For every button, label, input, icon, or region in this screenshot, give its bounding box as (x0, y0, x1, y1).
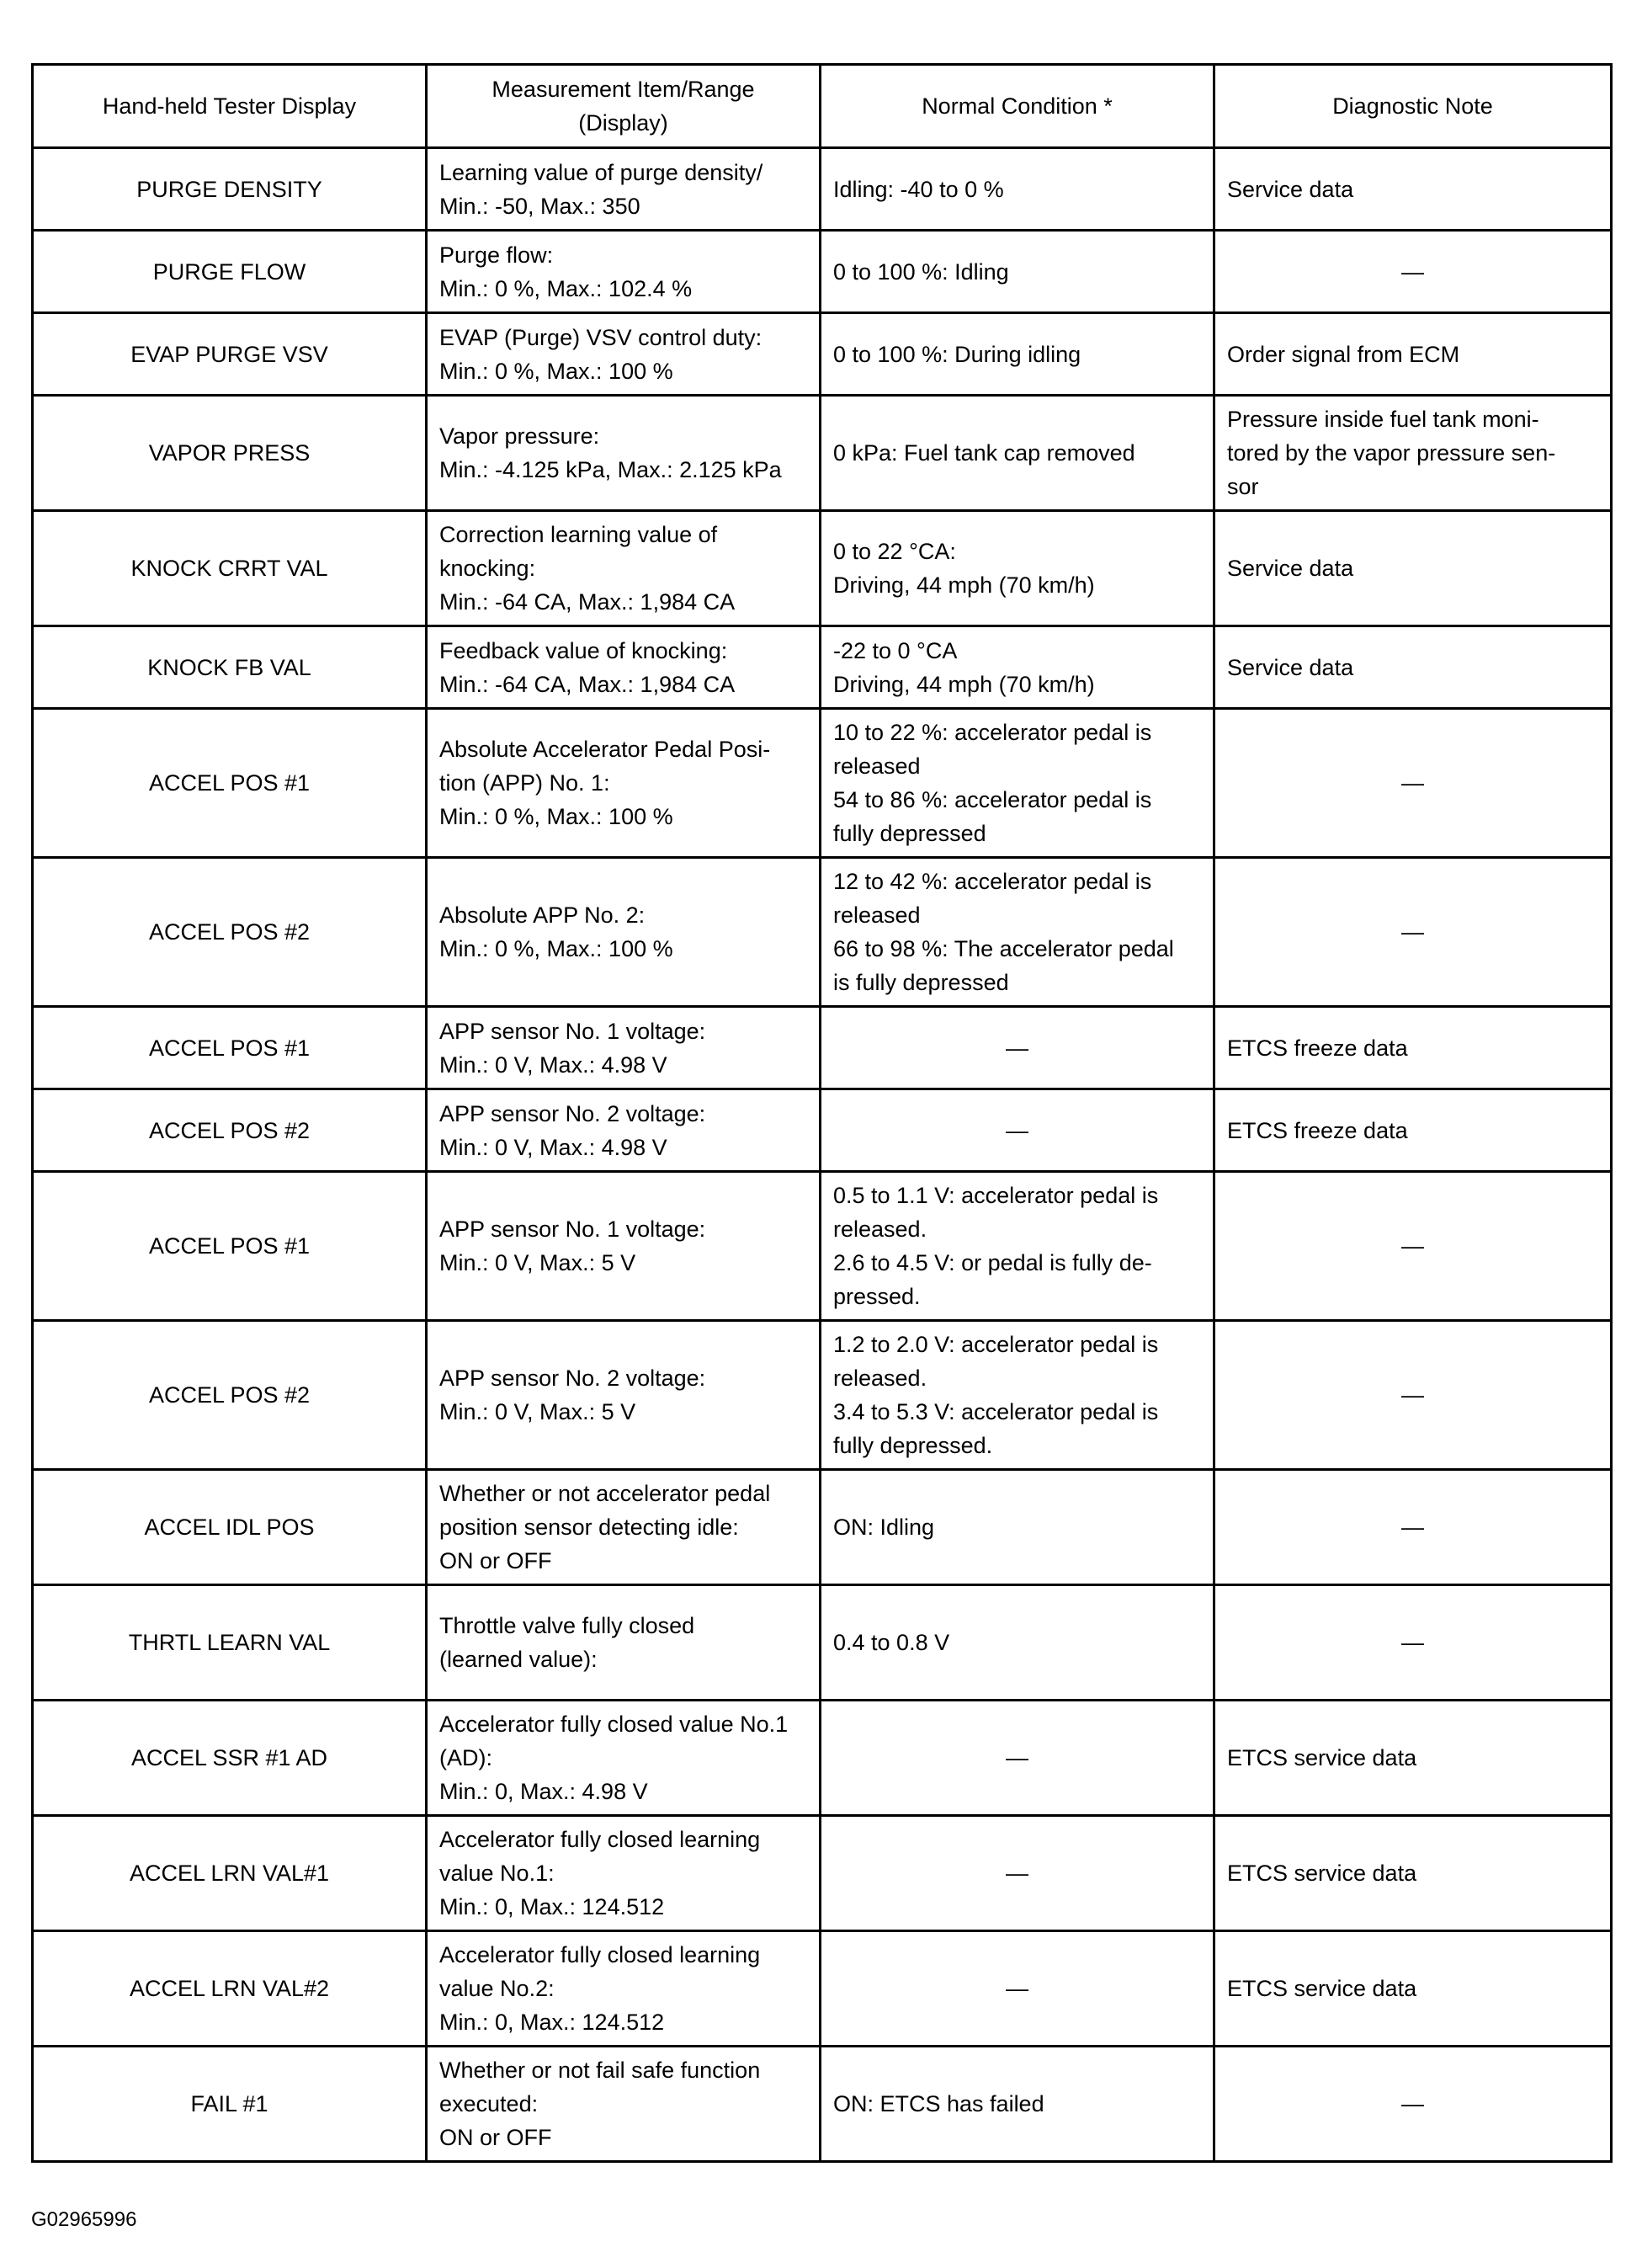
cell-normal-condition: 1.2 to 2.0 V: accelerator pedal is released. 3.4 to 5.3 V: accelerator pedal is fully depressed. (821, 1321, 1214, 1470)
cell-measurement: Feedback value of knocking: Min.: -64 CA, Max.: 1,984 CA (427, 626, 821, 709)
cell-normal-condition: 0 to 22 °CA: Driving, 44 mph (70 km/h) (821, 511, 1214, 626)
cell-display: ACCEL POS #2 (33, 1089, 427, 1172)
cell-display: EVAP PURGE VSV (33, 313, 427, 396)
cell-normal-condition: Idling: -40 to 0 % (821, 148, 1214, 231)
cell-measurement: Correction learning value of knocking: Min.: -64 CA, Max.: 1,984 CA (427, 511, 821, 626)
cell-display: KNOCK CRRT VAL (33, 511, 427, 626)
cell-display: ACCEL POS #1 (33, 1172, 427, 1321)
cell-diagnostic-note: Service data (1214, 511, 1612, 626)
cell-measurement: APP sensor No. 1 voltage: Min.: 0 V, Max.: 5 V (427, 1172, 821, 1321)
table-body (33, 148, 1612, 2162)
cell-display: ACCEL POS #2 (33, 858, 427, 1007)
table-row (33, 1701, 1612, 1816)
cell-normal-condition: ON: Idling (821, 1470, 1214, 1585)
header-diagnostic-note: Diagnostic Note (1214, 65, 1612, 148)
cell-diagnostic-note: ETCS service data (1214, 1816, 1612, 1931)
cell-display: PURGE FLOW (33, 231, 427, 313)
figure-id: G02965996 (31, 2208, 137, 2231)
cell-measurement: Learning value of purge density/ Min.: -50, Max.: 350 (427, 148, 821, 231)
cell-normal-condition: -22 to 0 °CA Driving, 44 mph (70 km/h) (821, 626, 1214, 709)
cell-measurement: Absolute APP No. 2: Min.: 0 %, Max.: 100 % (427, 858, 821, 1007)
table-row (33, 1321, 1612, 1470)
cell-diagnostic-note: — (1214, 1172, 1612, 1321)
table-row (33, 313, 1612, 396)
cell-normal-condition: 0.5 to 1.1 V: accelerator pedal is released. 2.6 to 4.5 V: or pedal is fully de- pressed. (821, 1172, 1214, 1321)
cell-normal-condition: 0 to 100 %: Idling (821, 231, 1214, 313)
cell-diagnostic-note: ETCS freeze data (1214, 1089, 1612, 1172)
table-row (33, 709, 1612, 858)
cell-normal-condition: — (821, 1007, 1214, 1089)
header-normal-condition: Normal Condition * (821, 65, 1214, 148)
cell-measurement: Purge flow: Min.: 0 %, Max.: 102.4 % (427, 231, 821, 313)
cell-normal-condition: 12 to 42 %: accelerator pedal is released 66 to 98 %: The accelerator pedal is fully depressed (821, 858, 1214, 1007)
cell-measurement: APP sensor No. 2 voltage: Min.: 0 V, Max.: 5 V (427, 1321, 821, 1470)
cell-measurement: Accelerator fully closed learning value No.2: Min.: 0, Max.: 124.512 (427, 1931, 821, 2047)
header-measurement: Measurement Item/Range (Display) (427, 65, 821, 148)
cell-diagnostic-note: — (1214, 231, 1612, 313)
cell-measurement: Absolute Accelerator Pedal Posi- tion (APP) No. 1: Min.: 0 %, Max.: 100 % (427, 709, 821, 858)
table-row (33, 1172, 1612, 1321)
table-row (33, 1931, 1612, 2047)
header-row (33, 65, 1612, 148)
cell-display: ACCEL SSR #1 AD (33, 1701, 427, 1816)
table-row (33, 1470, 1612, 1585)
cell-display: VAPOR PRESS (33, 396, 427, 511)
cell-normal-condition: ON: ETCS has failed (821, 2047, 1214, 2162)
cell-diagnostic-note: Pressure inside fuel tank moni- tored by the vapor pressure sen- sor (1214, 396, 1612, 511)
table-row (33, 626, 1612, 709)
cell-display: ACCEL POS #1 (33, 1007, 427, 1089)
cell-diagnostic-note: — (1214, 2047, 1612, 2162)
cell-normal-condition: 10 to 22 %: accelerator pedal is released 54 to 86 %: accelerator pedal is fully depressed (821, 709, 1214, 858)
cell-normal-condition: 0 to 100 %: During idling (821, 313, 1214, 396)
cell-measurement: EVAP (Purge) VSV control duty: Min.: 0 %, Max.: 100 % (427, 313, 821, 396)
cell-display: KNOCK FB VAL (33, 626, 427, 709)
table-row (33, 1585, 1612, 1701)
cell-diagnostic-note: Order signal from ECM (1214, 313, 1612, 396)
cell-normal-condition: — (821, 1931, 1214, 2047)
cell-measurement: Accelerator fully closed value No.1 (AD): Min.: 0, Max.: 4.98 V (427, 1701, 821, 1816)
cell-display: ACCEL IDL POS (33, 1470, 427, 1585)
cell-measurement: Accelerator fully closed learning value No.1: Min.: 0, Max.: 124.512 (427, 1816, 821, 1931)
table-row (33, 858, 1612, 1007)
table-row (33, 2047, 1612, 2162)
cell-measurement: Whether or not accelerator pedal position sensor detecting idle: ON or OFF (427, 1470, 821, 1585)
cell-measurement: Vapor pressure: Min.: -4.125 kPa, Max.: 2.125 kPa (427, 396, 821, 511)
table-row (33, 1816, 1612, 1931)
table-row (33, 511, 1612, 626)
cell-normal-condition: 0 kPa: Fuel tank cap removed (821, 396, 1214, 511)
cell-measurement: APP sensor No. 1 voltage: Min.: 0 V, Max.: 4.98 V (427, 1007, 821, 1089)
cell-display: ACCEL POS #1 (33, 709, 427, 858)
data-table (31, 63, 1613, 2163)
cell-diagnostic-note: — (1214, 1321, 1612, 1470)
cell-normal-condition: — (821, 1089, 1214, 1172)
cell-diagnostic-note: Service data (1214, 626, 1612, 709)
header-display: Hand-held Tester Display (33, 65, 427, 148)
table-row (33, 1089, 1612, 1172)
cell-display: ACCEL LRN VAL#1 (33, 1816, 427, 1931)
cell-measurement: Whether or not fail safe function executed: ON or OFF (427, 2047, 821, 2162)
cell-diagnostic-note: ETCS freeze data (1214, 1007, 1612, 1089)
cell-diagnostic-note: ETCS service data (1214, 1701, 1612, 1816)
cell-measurement: Throttle valve fully closed (learned value): (427, 1585, 821, 1701)
cell-measurement: APP sensor No. 2 voltage: Min.: 0 V, Max.: 4.98 V (427, 1089, 821, 1172)
table-row (33, 1007, 1612, 1089)
table-row (33, 231, 1612, 313)
cell-diagnostic-note: — (1214, 858, 1612, 1007)
table-row (33, 148, 1612, 231)
cell-diagnostic-note: Service data (1214, 148, 1612, 231)
cell-display: FAIL #1 (33, 2047, 427, 2162)
cell-normal-condition: 0.4 to 0.8 V (821, 1585, 1214, 1701)
cell-diagnostic-note: — (1214, 1585, 1612, 1701)
cell-normal-condition: — (821, 1701, 1214, 1816)
cell-display: PURGE DENSITY (33, 148, 427, 231)
cell-normal-condition: — (821, 1816, 1214, 1931)
cell-display: ACCEL LRN VAL#2 (33, 1931, 427, 2047)
cell-diagnostic-note: ETCS service data (1214, 1931, 1612, 2047)
cell-diagnostic-note: — (1214, 1470, 1612, 1585)
cell-display: ACCEL POS #2 (33, 1321, 427, 1470)
table-row (33, 396, 1612, 511)
cell-diagnostic-note: — (1214, 709, 1612, 858)
cell-display: THRTL LEARN VAL (33, 1585, 427, 1701)
